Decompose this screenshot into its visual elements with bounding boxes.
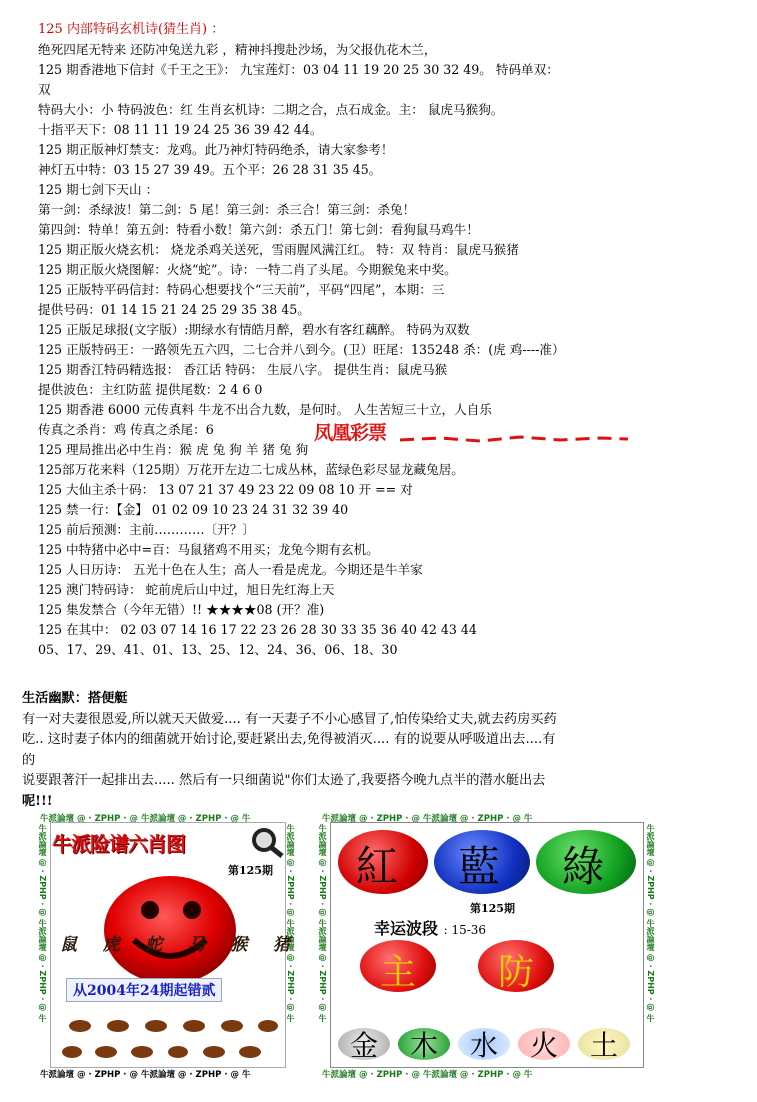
color-wave-image: [318, 812, 658, 1080]
text-line: 125 大仙主杀十码： 13 07 21 37 49 23 22 09 08 10 开 == 对: [38, 482, 413, 497]
lucky-wave-label: [374, 916, 486, 939]
text-line: 提供波色：主红防蓝 提供尾数：2 4 6 0: [38, 382, 263, 397]
text-line: 提供号码：01 14 15 21 24 25 29 35 38 45。: [38, 302, 310, 317]
text-line: 125部万花来料（125期）万花开左边二七成丛林，蓝绿色彩尽显龙藏兔居。: [38, 462, 464, 477]
element-label: 金: [350, 1029, 379, 1062]
watermark-stamp: 凤凰彩票: [312, 418, 388, 445]
text-line: 125 正版特码王：一路领先五六四，二七合并八到今。(卫）旺尾：135248 杀：(虎 鸡----准）: [38, 342, 565, 357]
magnifier-icon: [250, 826, 286, 858]
text-line: 125 集发禁合（今年无错）!! ★★★★08 (开？准): [38, 602, 325, 617]
text-line: 第四剑：特单！第五剑：特看小数！第六剑：杀五门！第七剑：看狗鼠马鸡牛！: [38, 222, 479, 237]
text-line: 125 正版足球报(文字版）:期绿水有情皓月醉，碧水有客红藕醉。 特码为双数: [38, 322, 470, 337]
animal-silhouettes: [58, 1012, 282, 1066]
element-label: 火: [530, 1029, 559, 1062]
text-line: 125 人日历诗： 五光十色在人生；高人一看是虎龙。今期还是牛羊家: [38, 562, 423, 577]
humor-line: 的: [22, 752, 36, 768]
text-line: 特码大小：小 特码波色：红 生肖玄机诗：二期之合，点石成金。主： 鼠虎马猴狗。: [38, 102, 504, 117]
issue-label: 第125期: [228, 864, 273, 877]
text-line: 125 期正版火烧玄机： 烧龙杀鸡关送死，雪雨腥风满江红。 特：双 特肖：鼠虎马猴猪: [38, 242, 519, 257]
humor-title: 生活幽默：搭便艇: [22, 691, 128, 706]
text-line: 125 期正版火烧图解：火烧“蛇”。诗：一特二肖了头尾。今期猴兔来中奖。: [38, 262, 457, 277]
text-line: 125 澳门特码诗： 蛇前虎后山中过，旭日先红海上天: [38, 582, 335, 597]
border-text-top: 牛派論壇 @ · ZPHP · @ 牛派論壇 @ · ZPHP · @ 牛: [40, 814, 251, 824]
text-line: 第一剑：杀绿波！第二剑：5 尾！第三剑：杀三合！第三剑：杀兔！: [38, 202, 416, 217]
text-line: 125 禁一行：【金】 01 02 09 10 23 24 31 32 39 40: [38, 502, 349, 517]
zodiac-chart-image: [38, 812, 300, 1080]
text-line: 绝死四尾无特来 还防冲兔送九彩 ，精神抖搜赴沙场，为父报仇花木兰，: [38, 42, 437, 57]
chart-note: 从2004年24期起错贰: [66, 978, 222, 1002]
big-char-blue: 藍: [458, 842, 501, 891]
element-label: 木: [410, 1029, 439, 1062]
text-line: 125 正版特平码信封：特码心想要找个“三天前”，平码“四尾”，本期：三: [38, 282, 445, 297]
text-line: 05、17、29、41、01、13、25、12、24、36、06、18、30: [38, 642, 398, 657]
text-line: 125 期七剑下天山 ：: [38, 182, 159, 197]
chart-title: 牛派险谱六肖图: [52, 832, 185, 856]
humor-line: 吃.. 这时妻子体内的细菌就开始讨论,要赶紧出去,免得被消灭.... 有的说要从呼吸道出去....有: [22, 732, 556, 747]
lucky-value: : 15-36: [443, 923, 487, 937]
big-char-green: 綠: [562, 842, 605, 891]
forecast-text-block: [38, 20, 728, 660]
text-line: 125 在其中： 02 03 07 14 16 17 22 23 26 28 30 33 35 36 40 42 43 44: [38, 622, 477, 637]
zodiac-label: 马: [187, 935, 205, 955]
lucky-label: 幸运波段: [374, 919, 439, 938]
guard-char: 防: [498, 952, 535, 993]
heading-line: 125 内部特码玄机诗(猜生肖) ：: [38, 22, 225, 37]
stamp-smear: [400, 432, 630, 446]
text-line: 125 期香江特码精选报： 香江话 特码： 生辰八字。 提供生肖：鼠虎马猴: [38, 362, 448, 377]
text-line: 双: [38, 82, 51, 97]
text-line: 传真之杀肖：鸡 传真之杀尾：6: [38, 422, 214, 437]
text-line: 125 期正版神灯禁支：龙鸡。此乃神灯特码绝杀，请大家参考！: [38, 142, 394, 157]
text-line: 125 中特猪中必中=百：马鼠猪鸡不用买；龙兔今期有玄机。: [38, 542, 379, 557]
border-text-right: 牛派論壇 @ · ZPHP · @ 牛派論壇 @ · ZPHP · @ 牛: [286, 824, 295, 1023]
humor-line: 有一对夫妻很恩爱,所以就天天做爱.... 有一天妻子不小心感冒了,怕传染给丈夫,就去药房买药: [22, 711, 557, 727]
element-label: 土: [590, 1029, 619, 1062]
zodiac-label: 猪: [272, 935, 290, 955]
zodiac-label: 鼠: [60, 935, 77, 955]
zodiac-label: 虎: [102, 935, 120, 955]
border-text-top: 牛派論壇 @ · ZPHP · @ 牛派論壇 @ · ZPHP · @ 牛: [322, 814, 533, 824]
humor-line: 呢!!!: [22, 793, 53, 809]
text-line: 125 理局推出必中生肖：猴 虎 兔 狗 羊 猪 兔 狗: [38, 442, 309, 457]
humor-line: 说要跟著汗一起排出去..... 然后有一只细菌说"你们太逊了,我要搭今晚九点半的潜水艇出去: [22, 773, 546, 788]
border-text-bottom: 牛派論壇 @ · ZPHP · @ 牛派論壇 @ · ZPHP · @ 牛: [322, 1070, 533, 1080]
border-text-left: 牛派論壇 @ · ZPHP · @ 牛派論壇 @ · ZPHP · @ 牛: [38, 824, 47, 1023]
elements-row: [338, 1024, 638, 1064]
humor-section: [22, 689, 737, 812]
border-text-bottom: 牛派論壇 @ · ZPHP · @ 牛派論壇 @ · ZPHP · @ 牛: [40, 1070, 251, 1080]
big-char-red: 紅: [356, 842, 399, 891]
issue-label: 第125期: [470, 902, 515, 915]
zodiac-row: [60, 930, 290, 955]
text-line: 十指平天下：08 11 11 19 24 25 36 39 42 44。: [38, 122, 323, 137]
zodiac-label: 猴: [230, 935, 248, 955]
zodiac-label: 蛇: [145, 935, 163, 955]
main-char: 主: [380, 952, 417, 993]
text-line: 神灯五中特：03 15 27 39 49。五个平：26 28 31 35 45。: [38, 162, 382, 177]
text-line: 125 期香港地下信封《千王之王》： 九宝莲灯：03 04 11 19 20 25 30 32 49。 特码单双：: [38, 62, 559, 77]
text-line: 125 前后预测：主前…………〔开？〕: [38, 522, 255, 537]
text-line: 125 期香港 6000 元传真料 牛龙不出合九数，是何时。 人生苦短三十立，人自乐: [38, 402, 492, 417]
border-text-right: 牛派論壇 @ · ZPHP · @ 牛派論壇 @ · ZPHP · @ 牛: [646, 824, 655, 1023]
border-text-left: 牛派論壇 @ · ZPHP · @ 牛派論壇 @ · ZPHP · @ 牛: [318, 824, 327, 1023]
element-label: 水: [470, 1029, 499, 1062]
